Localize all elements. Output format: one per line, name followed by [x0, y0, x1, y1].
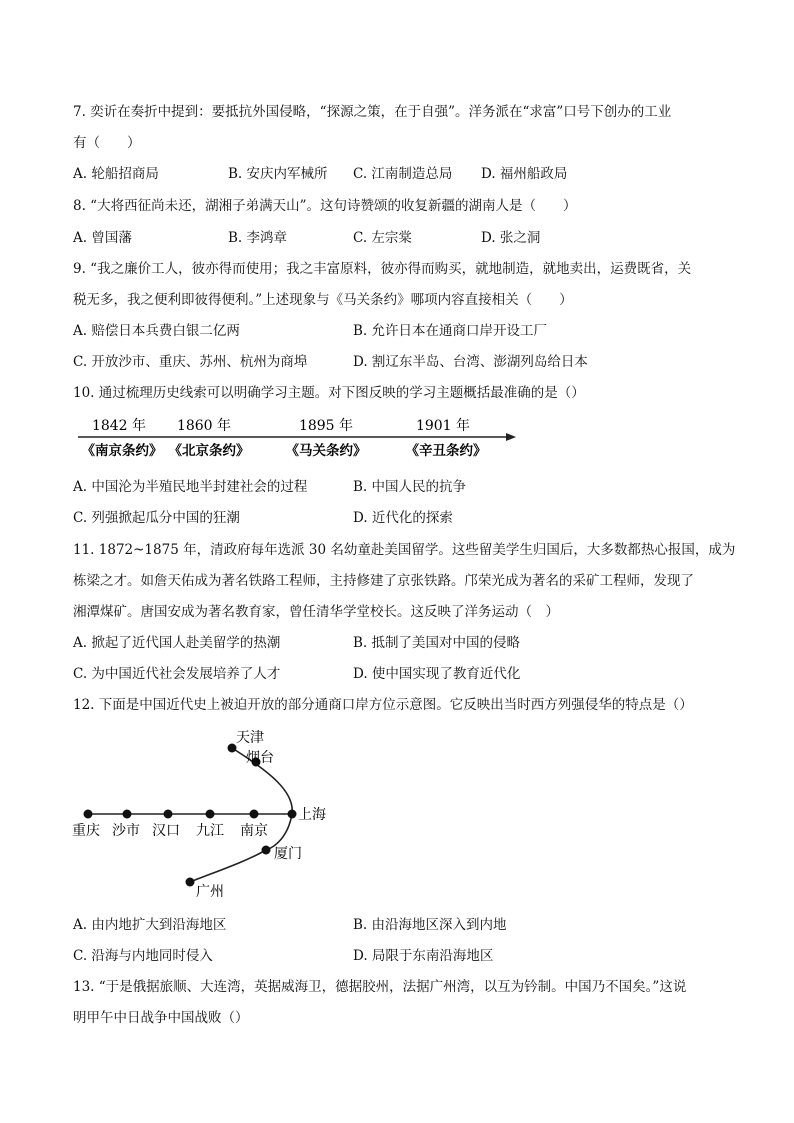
- q8-option-b: B. 李鸿章: [228, 230, 288, 246]
- q11-option-b: B. 抵制了美国对中国的侵略: [353, 635, 521, 651]
- q9-stem-line1: 9. “我之廉价工人，彼亦得而使用；我之丰富原料，彼亦得而购买，就地制造，就地卖出，运费既省，关: [73, 261, 692, 277]
- q9-stem-line2: 税无多，我之便利即彼得便利。”上述现象与《马关条约》哪项内容直接相关（ ）: [73, 292, 573, 308]
- q12-stem: 12. 下面是中国近代史上被迫开放的部分通商口岸方位示意图。它反映出当时西方列强侵华的特点是（）: [73, 697, 693, 713]
- q7-option-b: B. 安庆内军械所: [228, 166, 328, 182]
- port-xiamen-label: 厦门: [274, 846, 302, 862]
- port-yantai-label: 烟台: [246, 750, 274, 766]
- q12-option-d: D. 局限于东南沿海地区: [353, 948, 494, 964]
- q13-stem-line1: 13. “于是俄据旅顺、大连湾，英据威海卫，德据胶州，法据广州湾，以互为钤制。中国乃不国矣。”这说: [73, 979, 687, 995]
- q7-option-d: D. 福州船政局: [481, 166, 568, 182]
- port-chongqing-dot: [84, 810, 93, 819]
- timeline-year-1842: 1842 年: [91, 418, 147, 434]
- q13-stem-line2: 明甲午中日战争中国战败（）: [73, 1010, 249, 1026]
- q11-option-a: A. 掀起了近代国人赴美留学的热潮: [73, 635, 281, 651]
- port-hankou-label: 汉口: [152, 823, 180, 839]
- port-tianjin-label: 天津: [236, 730, 264, 746]
- q12-option-a: A. 由内地扩大到沿海地区: [73, 917, 227, 933]
- port-hankou-dot: [164, 810, 173, 819]
- q12-port-map: [60, 722, 350, 904]
- timeline-treaty-nanjing: 《南京条约》: [81, 443, 163, 459]
- port-nanjing-label: 南京: [240, 823, 268, 839]
- q11-option-c: C. 为中国近代社会发展培养了人才: [73, 666, 281, 682]
- q11-stem-line2: 栋梁之才。如詹天佑成为著名铁路工程师，主持修建了京张铁路。邝荣光成为著名的采矿工程师，发现了: [73, 573, 694, 589]
- port-chongqing-label: 重庆: [72, 823, 100, 839]
- timeline-treaty-beijing: 《北京条约》: [168, 443, 250, 459]
- port-shanghai-label: 上海: [298, 807, 326, 823]
- q12-option-b: B. 由沿海地区深入到内地: [353, 917, 507, 933]
- port-xiamen-dot: [262, 846, 271, 855]
- port-jiujiang-dot: [206, 810, 215, 819]
- q8-option-d: D. 张之洞: [481, 230, 541, 246]
- q7-option-a: A. 轮船招商局: [73, 166, 159, 182]
- q9-option-a: A. 赔偿日本兵费白银二亿两: [73, 323, 240, 339]
- port-guangzhou-dot: [186, 878, 195, 887]
- q11-option-d: D. 使中国实现了教育近代化: [353, 666, 521, 682]
- q9-option-d: D. 割辽东半岛、台湾、澎湖列岛给日本: [353, 354, 588, 370]
- q10-option-c: C. 列强掀起瓜分中国的狂潮: [73, 510, 240, 526]
- q9-option-b: B. 允许日本在通商口岸开设工厂: [353, 323, 548, 339]
- timeline-treaty-xinchou: 《辛丑条约》: [405, 443, 487, 459]
- timeline-treaty-maguan: 《马关条约》: [285, 443, 367, 459]
- q8-option-a: A. 曾国藩: [73, 230, 132, 246]
- port-shanghai-dot: [288, 810, 297, 819]
- q10-timeline: [73, 410, 523, 464]
- timeline-arrow: [506, 433, 516, 441]
- port-shashi-dot: [123, 810, 132, 819]
- q11-stem-line3: 湘潭煤矿。唐国安成为著名教育家，曾任清华学堂校长。这反映了洋务运动（ ）: [73, 604, 559, 620]
- port-jiujiang-label: 九江: [196, 823, 224, 839]
- timeline-year-1860: 1860 年: [176, 418, 232, 434]
- q7-stem-line1: 7. 奕䜣在奏折中提到：要抵抗外国侵略，“探源之策，在于自强”。洋务派在“求富”口号下创办的工业: [73, 104, 672, 120]
- q10-stem: 10. 通过梳理历史线索可以明确学习主题。对下图反映的学习主题概括最准确的是（）: [73, 385, 585, 401]
- port-shashi-label: 沙市: [112, 823, 140, 839]
- q7-stem-line2: 有（ ）: [73, 135, 141, 151]
- port-nanjing-dot: [250, 810, 259, 819]
- q9-option-c: C. 开放沙市、重庆、苏州、杭州为商埠: [73, 354, 308, 370]
- q12-option-c: C. 沿海与内地同时侵入: [73, 948, 213, 964]
- q8-stem: 8. “大将西征尚未还，湖湘子弟满天山”。这句诗赞颂的收复新疆的湖南人是（ ）: [73, 198, 577, 214]
- port-guangzhou-label: 广州: [196, 884, 224, 900]
- q10-option-a: A. 中国沦为半殖民地半封建社会的过程: [73, 479, 308, 495]
- q10-option-b: B. 中国人民的抗争: [353, 479, 467, 495]
- q7-option-c: C. 江南制造总局: [353, 166, 453, 182]
- timeline-year-1895: 1895 年: [298, 418, 354, 434]
- timeline-year-1901: 1901 年: [415, 418, 471, 434]
- q10-option-d: D. 近代化的探索: [353, 510, 453, 526]
- q8-option-c: C. 左宗棠: [353, 230, 412, 246]
- q11-stem-line1: 11. 1872~1875 年，清政府每年选派 30 名幼童赴美国留学。这些留美学生归国后，大多数都热心报国，成为: [73, 542, 736, 558]
